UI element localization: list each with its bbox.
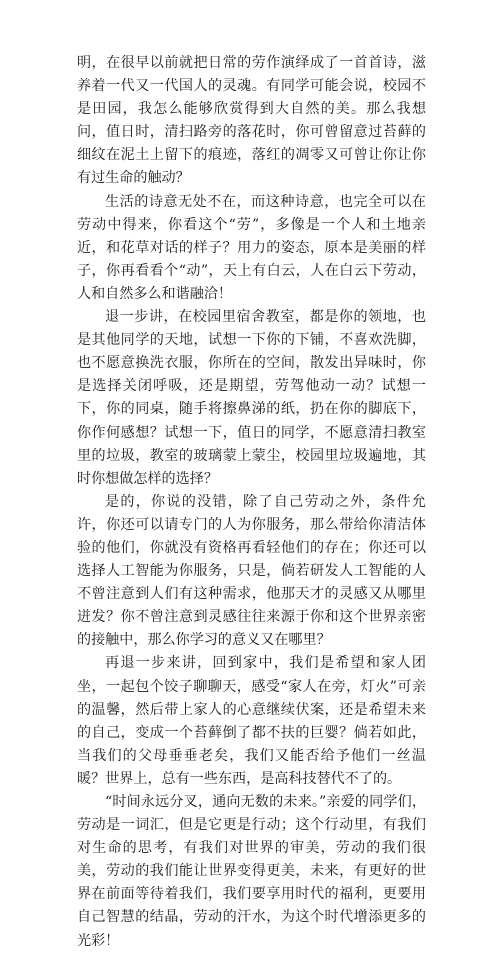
paragraph: 再退一步来讲，回到家中，我们是希望和家人团坐，一起包个饺子聊聊天，感受“家人在旁，灯火”可亲的温馨，然后带上家人的心意继续伏案，还是希望未来的自己，变成一个苔藓倒了都不扶的巨婴？倘若如此，当我们的父母垂垂老矣，我们又能否给予他们一丝温暖？世界上，总有一些东西，是高科技替代不了的。 [77, 655, 426, 787]
paragraph: 退一步讲，在校园里宿舍教室，都是你的领地，也是其他同学的天地，试想一下你的下铺，不喜欢洗脚，也不愿意换洗衣服，你所在的空间，散发出异味时，你是选择关闭呼吸，还是期望，劳驾他动一动？试想一下，你的同桌，随手将擦鼻涕的纸，扔在你的脚底下，你作何感想？试想一下，值日的同学，不愿意清扫教室里的垃圾，教室的玻璃蒙上蒙尘，校园里垃圾遍地，其时你想做怎样的选择？ [77, 309, 426, 487]
paragraph: 明，在很早以前就把日常的劳作演绎成了一首首诗，滋养着一代又一代国人的灵魂。有同学可能会说，校园不是田园，我怎么能够欣赏得到大自然的美。那么我想问，值日时，清扫路旁的落花时，你可曾留意过苔藓的细纹在泥土上留下的痕迹，落红的凋零又可曾让你让你有过生命的触动？ [77, 55, 426, 187]
paragraph: 是的，你说的没错，除了自己劳动之外，条件允许，你还可以请专门的人为你服务，那么带给你清洁体验的他们，你就没有资格再看轻他们的存在；你还可以选择人工智能为你服务，只是，倘若研发人工智能的人不曾注意到人们有这种需求，他那天才的灵感又从哪里迸发？你不曾注意到灵感往往来源于你和这个世界亲密的接触中，那么你学习的意义又在哪里？ [77, 493, 426, 649]
document-body [77, 52, 426, 953]
paragraph: “时间永远分叉，通向无数的未来。”亲爱的同学们，劳动是一词汇，但是它更是行动；这个行动里，有我们对生命的思考，有我们对世界的审美，劳动的我们很美，劳动的我们能让世界变得更美，未来，有更好的世界在前面等待着我们，我们要享用时代的福利，更要用自己智慧的结晶，劳动的汗水，为这个时代增添更多的光彩！ [77, 794, 426, 949]
paragraph: 生活的诗意无处不在，而这种诗意，也完全可以在劳动中得来，你看这个“劳”，多像是一个人和土地亲近，和花草对话的样子？用力的姿态，原本是美丽的样子，你再看看个“动”，天上有白云，人在白云下劳动，人和自然多么和谐融洽！ [77, 193, 426, 302]
